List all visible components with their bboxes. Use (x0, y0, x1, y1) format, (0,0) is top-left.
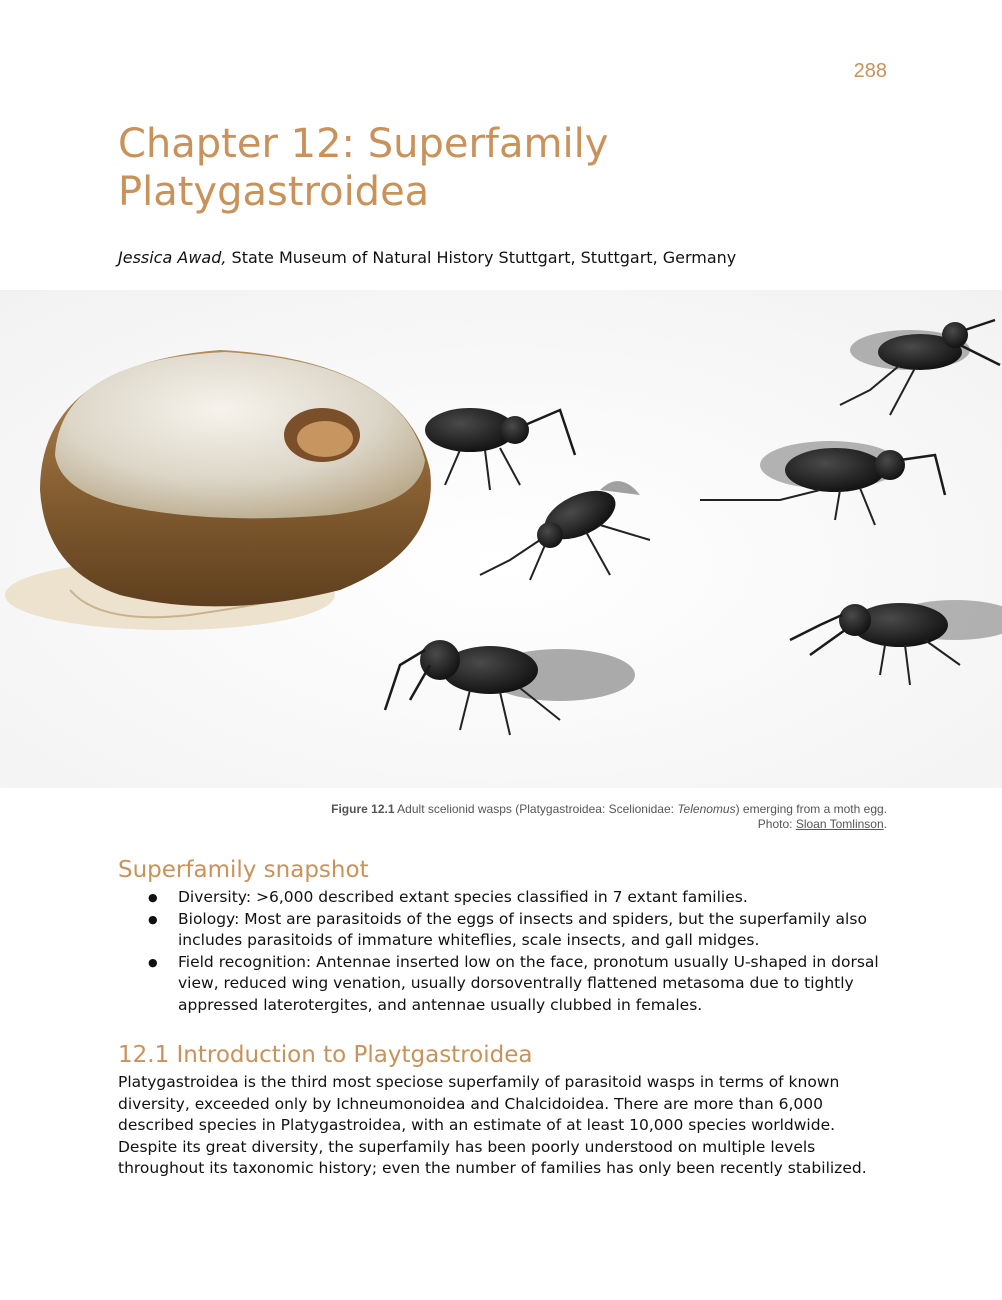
snapshot-item-biology: ● Biology: Most are parasitoids of the eggs of insects and spiders, but the superfamily also includes parasitoids of immature whiteflies, scale insects, and gall midges. (118, 909, 888, 952)
caption-genus: Telenomus (677, 802, 736, 816)
credit-link[interactable]: Sloan Tomlinson (795, 817, 884, 831)
credit-suffix: . (883, 817, 887, 831)
author-line (118, 248, 736, 267)
introduction-heading: 12.1 Introduction to Playtgastroidea (118, 1042, 533, 1068)
chapter-title: Chapter 12: Superfamily Platygastroidea (118, 121, 609, 215)
snapshot-item-field-recognition: ● Field recognition: Antennae inserted low on the face, pronotum usually U-shaped in dorsal view, reduced wing venation, usually dorsoventrally flattened metasoma due to tightly appressed laterotergites, and antennae usually clubbed in females. (118, 952, 888, 1017)
figure-label: Figure 12.1 (331, 802, 395, 816)
introduction-paragraph: Platygastroidea is the third most speciose superfamily of parasitoid wasps in terms of known diversity, exceeded only by Ichneumonoidea and Chalcidoidea. There are more than 6,000 described species in Platygastroidea, with an estimate of at least 10,000 species worldwide. Despite its great diversity, the superfamily has been poorly understood on multiple levels throughout its taxonomic history; even the number of families has only been recently stabilized. (118, 1073, 867, 1177)
caption-text-before: Adult scelionid wasps (Platygastroidea: Scelionidae: (394, 802, 678, 816)
caption-line (331, 802, 887, 817)
figure-caption (331, 802, 887, 832)
page-number: 288 (853, 60, 887, 82)
author-name: Jessica Awad, (118, 248, 227, 267)
wasps-on-moth-egg-illustration (0, 290, 1002, 788)
snapshot-heading: Superfamily snapshot (118, 857, 369, 883)
figure-photo (0, 290, 1002, 788)
credit-prefix: Photo: (757, 817, 796, 831)
caption-text-after: ) emerging from a moth egg. (735, 802, 887, 816)
snapshot-item-diversity: ● Diversity: >6,000 described extant species classified in 7 extant families. (118, 887, 888, 909)
snapshot-list (118, 887, 888, 1016)
photo-credit (331, 817, 887, 832)
author-affiliation: State Museum of Natural History Stuttgart, Stuttgart, Germany (226, 248, 737, 267)
